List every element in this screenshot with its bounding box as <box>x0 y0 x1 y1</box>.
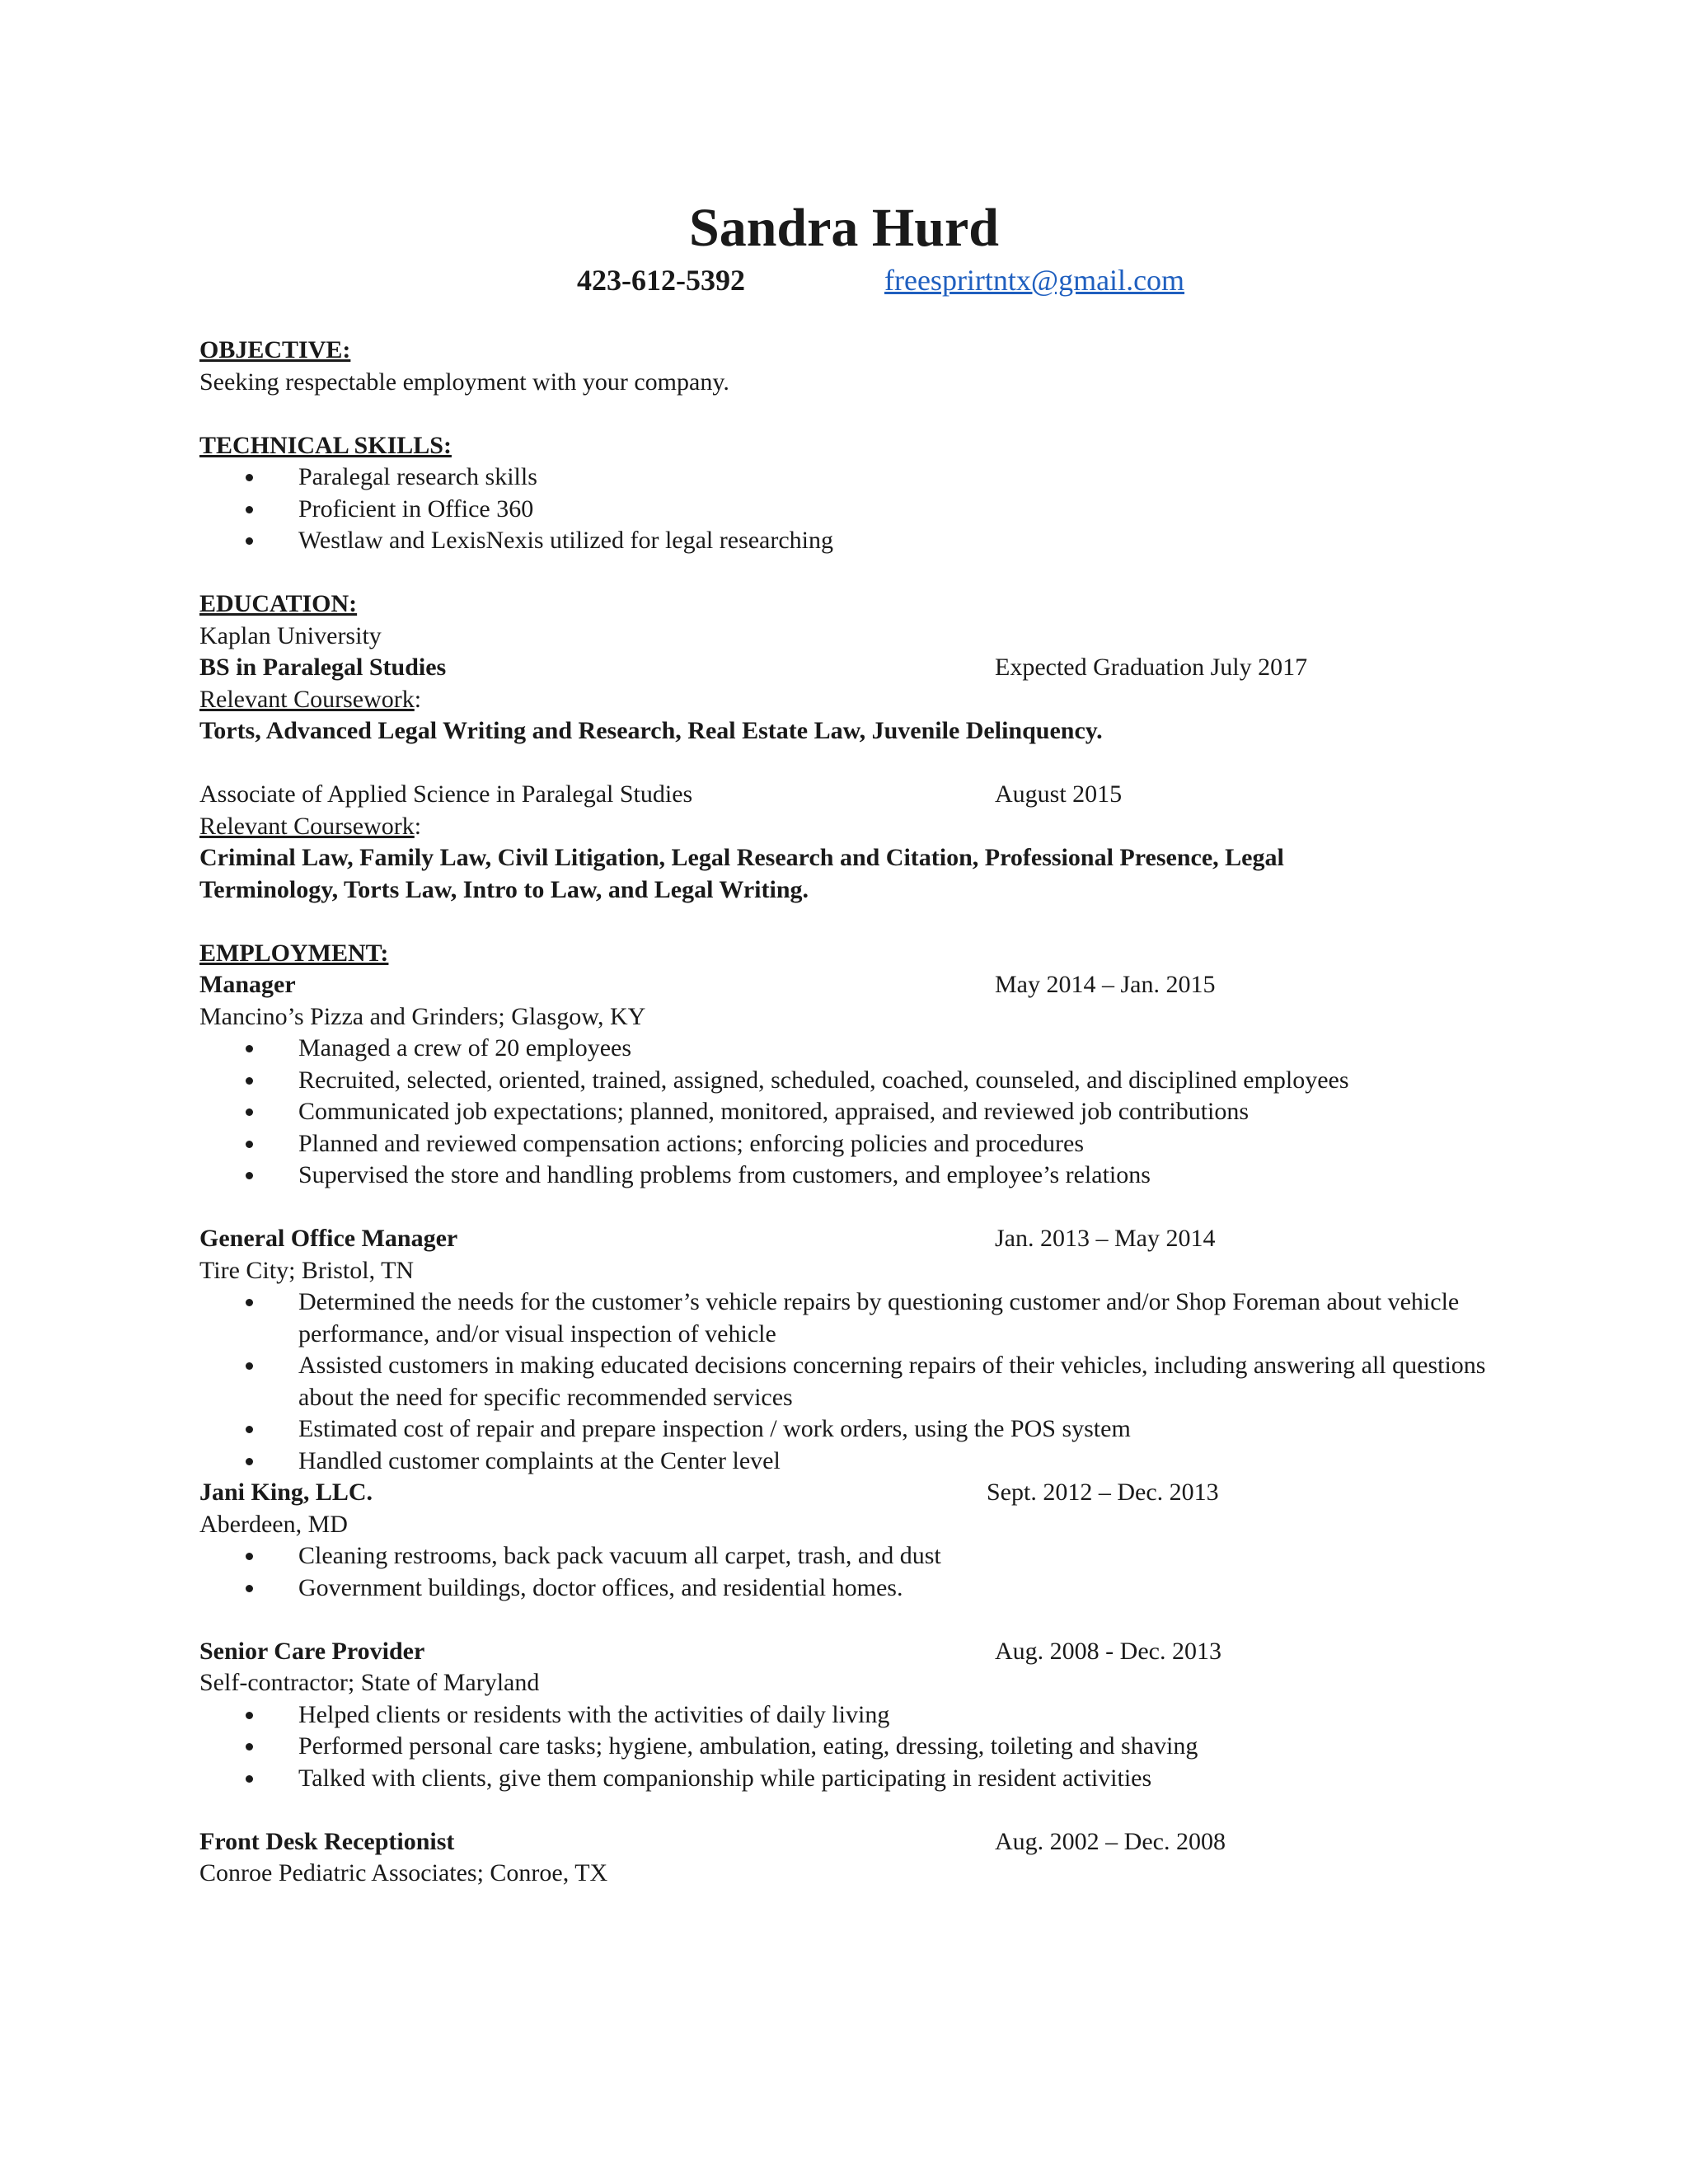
bullet-icon <box>246 1077 253 1085</box>
list-item <box>199 1699 1502 1732</box>
degree-title: BS in Paralegal Studies <box>199 654 447 681</box>
bullet-icon <box>246 1553 253 1560</box>
job-dates: Jan. 2013 – May 2014 <box>995 1225 1216 1252</box>
job-header <box>199 1477 1502 1509</box>
job-dates: Aug. 2008 - Dec. 2013 <box>995 1637 1221 1665</box>
list-item <box>199 1350 1502 1413</box>
bullet-icon <box>246 1141 253 1148</box>
duty-text: Government buildings, doctor offices, and residential homes. <box>298 1573 903 1601</box>
skill-text: Proficient in Office 360 <box>298 494 534 523</box>
bullet-icon <box>246 1743 253 1750</box>
spacer <box>199 1604 1502 1636</box>
list-item <box>199 1128 1502 1160</box>
job-dates: Aug. 2002 – Dec. 2008 <box>995 1827 1226 1855</box>
coursework-colon: : <box>414 685 422 713</box>
spacer <box>199 906 1502 938</box>
list-item <box>199 1065 1502 1097</box>
list-item <box>199 1033 1502 1065</box>
list-item <box>199 1160 1502 1192</box>
coursework-label-row <box>199 811 1502 843</box>
coursework-label: Relevant Coursework <box>199 685 415 713</box>
phone-number: 423-612-5392 <box>577 264 745 297</box>
job-employer: Aberdeen, MD <box>199 1510 348 1538</box>
bullet-icon <box>246 474 253 481</box>
duty-text: Performed personal care tasks; hygiene, ambulation, eating, dressing, toileting and shaving <box>298 1732 1198 1760</box>
bullet-icon <box>246 1172 253 1179</box>
coursework-label-row <box>199 684 1502 716</box>
job-employer: Conroe Pediatric Associates; Conroe, TX <box>199 1859 608 1886</box>
duty-text: Determined the needs for the customer’s vehicle repairs by questioning customer and/or Shop Foreman about vehicle performance, and/or visual inspection of vehicle <box>298 1288 1460 1347</box>
list-item <box>199 1572 1502 1605</box>
duty-text: Recruited, selected, oriented, trained, assigned, scheduled, coached, counseled, and disciplined employees <box>298 1066 1349 1094</box>
degree-date: Expected Graduation July 2017 <box>995 654 1308 681</box>
degree-row <box>199 652 1502 684</box>
list-item <box>199 1446 1502 1478</box>
degree-title: Associate of Applied Science in Paralegal Studies <box>199 780 693 808</box>
bullet-icon <box>246 1775 253 1783</box>
resume-body <box>199 335 1502 1890</box>
job-duties <box>199 1540 1502 1604</box>
duty-text: Helped clients or residents with the activities of daily living <box>298 1700 890 1728</box>
list-item <box>199 1731 1502 1763</box>
job-dates: Sept. 2012 – Dec. 2013 <box>987 1479 1219 1506</box>
job-duties <box>199 1699 1502 1795</box>
list-item <box>199 1540 1502 1572</box>
bullet-icon <box>246 1458 253 1465</box>
job-title: Jani King, LLC. <box>199 1479 373 1506</box>
list-item <box>199 525 1502 557</box>
school-name: Kaplan University <box>199 621 382 649</box>
duty-text: Planned and reviewed compensation actions; enforcing policies and procedures <box>298 1129 1085 1157</box>
list-item <box>199 494 1502 526</box>
job-duties <box>199 1286 1502 1477</box>
skill-text: Paralegal research skills <box>298 463 537 490</box>
job-header <box>199 1223 1502 1255</box>
bullet-icon <box>246 1299 253 1306</box>
bullet-icon <box>246 1712 253 1719</box>
duty-text: Supervised the store and handling problems from customers, and employee’s relations <box>298 1161 1151 1188</box>
spacer <box>199 398 1502 430</box>
job-header <box>199 969 1502 1001</box>
email-link[interactable]: freesprirtntx@gmail.com <box>884 264 1185 297</box>
skills-list <box>199 462 1502 557</box>
degree-date: August 2015 <box>995 780 1123 808</box>
bullet-icon <box>246 1585 253 1592</box>
coursework-label: Relevant Coursework <box>199 812 415 840</box>
duty-text: Handled customer complaints at the Center level <box>298 1446 781 1474</box>
skills-heading: TECHNICAL SKILLS: <box>199 431 452 459</box>
spacer <box>199 1794 1502 1826</box>
objective-text: Seeking respectable employment with your company. <box>199 368 729 396</box>
job-title: General Office Manager <box>199 1225 458 1252</box>
spacer <box>199 557 1502 589</box>
duty-text: Assisted customers in making educated decisions concerning repairs of their vehicles, including answering all questions about the need for specific recommended services <box>298 1352 1486 1411</box>
job-title: Senior Care Provider <box>199 1637 425 1665</box>
list-item <box>199 462 1502 494</box>
education-heading: EDUCATION: <box>199 590 358 617</box>
duty-text: Communicated job expectations; planned, monitored, appraised, and reviewed job contributions <box>298 1098 1250 1125</box>
job-title: Manager <box>199 971 296 998</box>
spacer <box>199 748 1502 780</box>
bullet-icon <box>246 506 253 513</box>
job-dates: May 2014 – Jan. 2015 <box>995 971 1216 998</box>
employment-heading: EMPLOYMENT: <box>199 939 389 967</box>
duty-text: Managed a crew of 20 employees <box>298 1034 632 1062</box>
degree-row <box>199 779 1502 811</box>
job-employer: Mancino’s Pizza and Grinders; Glasgow, KY <box>199 1002 646 1030</box>
list-item <box>199 1413 1502 1446</box>
job-header <box>199 1826 1502 1858</box>
coursework-list: Torts, Advanced Legal Writing and Research, Real Estate Law, Juvenile Delinquency. <box>199 717 1103 744</box>
job-duties <box>199 1033 1502 1192</box>
spacer <box>199 1192 1502 1224</box>
list-item <box>199 1763 1502 1795</box>
bullet-icon <box>246 1362 253 1370</box>
bullet-icon <box>246 1045 253 1052</box>
job-employer: Self-contractor; State of Maryland <box>199 1669 540 1696</box>
duty-text: Cleaning restrooms, back pack vacuum all carpet, trash, and dust <box>298 1542 941 1569</box>
coursework-list-line: Terminology, Torts Law, Intro to Law, and Legal Writing. <box>199 875 809 903</box>
bullet-icon <box>246 1426 253 1433</box>
list-item <box>199 1096 1502 1128</box>
job-employer: Tire City; Bristol, TN <box>199 1256 415 1284</box>
list-item <box>199 1286 1502 1350</box>
job-header <box>199 1636 1502 1668</box>
coursework-list-line: Criminal Law, Family Law, Civil Litigation, Legal Research and Citation, Professional Presence, Legal <box>199 844 1284 871</box>
duty-text: Estimated cost of repair and prepare inspection / work orders, using the POS system <box>298 1415 1131 1442</box>
bullet-icon <box>246 1108 253 1116</box>
bullet-icon <box>246 537 253 545</box>
job-title: Front Desk Receptionist <box>199 1827 455 1855</box>
candidate-name: Sandra Hurd <box>689 198 999 258</box>
coursework-colon: : <box>414 812 422 840</box>
duty-text: Talked with clients, give them companionship while participating in resident activities <box>298 1764 1152 1792</box>
skill-text: Westlaw and LexisNexis utilized for legal researching <box>298 527 834 554</box>
objective-heading: OBJECTIVE: <box>199 336 351 363</box>
